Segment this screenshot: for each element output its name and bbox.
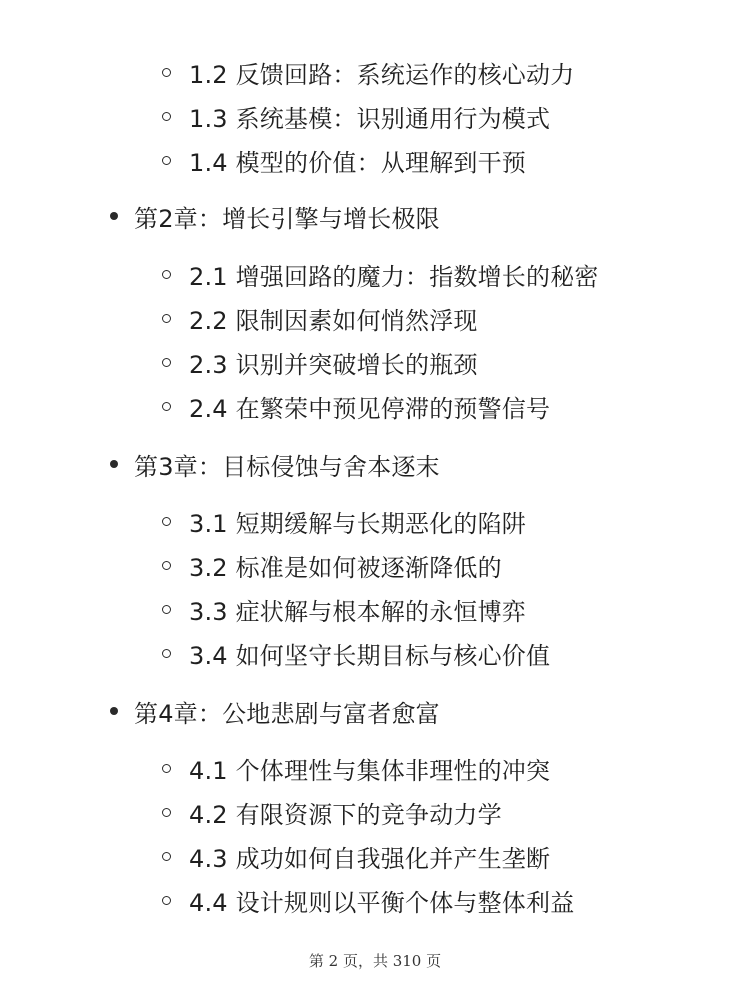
hollow-bullet-icon	[162, 649, 171, 658]
toc-chapter-item[interactable]	[110, 196, 440, 236]
toc-section-item[interactable]	[162, 836, 550, 876]
toc-section-item[interactable]	[162, 140, 526, 180]
section-label: 2.3 识别并突破增长的瓶颈	[189, 350, 478, 379]
hollow-bullet-icon	[162, 808, 171, 817]
section-label: 3.1 短期缓解与长期恶化的陷阱	[189, 509, 526, 538]
toc-section-item[interactable]	[162, 52, 574, 92]
toc-section-item[interactable]	[162, 342, 478, 382]
toc-section-item[interactable]	[162, 254, 599, 294]
hollow-bullet-icon	[162, 68, 171, 77]
section-label: 1.2 反馈回路：系统运作的核心动力	[189, 60, 575, 89]
hollow-bullet-icon	[162, 402, 171, 411]
toc-section-item[interactable]	[162, 792, 502, 832]
page-number-footer: 第 2 页，共 310 页	[308, 952, 442, 970]
section-label: 2.1 增强回路的魔力：指数增长的秘密	[189, 262, 599, 291]
hollow-bullet-icon	[162, 270, 171, 279]
hollow-bullet-icon	[162, 764, 171, 773]
toc-section-item[interactable]	[162, 880, 574, 920]
hollow-bullet-icon	[162, 561, 171, 570]
toc-section-item[interactable]	[162, 298, 478, 338]
hollow-bullet-icon	[162, 112, 171, 121]
chapter-title: 第2章：增长引擎与增长极限	[134, 204, 440, 233]
section-label: 4.4 设计规则以平衡个体与整体利益	[189, 888, 575, 917]
hollow-bullet-icon	[162, 896, 171, 905]
toc-section-item[interactable]	[162, 96, 550, 136]
section-label: 3.4 如何坚守长期目标与核心价值	[189, 641, 551, 670]
section-label: 4.1 个体理性与集体非理性的冲突	[189, 756, 551, 785]
filled-bullet-icon	[110, 460, 118, 468]
hollow-bullet-icon	[162, 156, 171, 165]
toc-section-item[interactable]	[162, 748, 550, 788]
filled-bullet-icon	[110, 707, 118, 715]
toc-section-item[interactable]	[162, 633, 550, 673]
section-label: 4.3 成功如何自我强化并产生垄断	[189, 844, 551, 873]
chapter-title: 第3章：目标侵蚀与舍本逐末	[134, 452, 440, 481]
section-label: 1.3 系统基模：识别通用行为模式	[189, 104, 551, 133]
section-label: 3.2 标准是如何被逐渐降低的	[189, 553, 502, 582]
hollow-bullet-icon	[162, 852, 171, 861]
section-label: 2.4 在繁荣中预见停滞的预警信号	[189, 394, 551, 423]
hollow-bullet-icon	[162, 358, 171, 367]
chapter-title: 第4章：公地悲剧与富者愈富	[134, 699, 440, 728]
section-label: 3.3 症状解与根本解的永恒博弈	[189, 597, 526, 626]
filled-bullet-icon	[110, 212, 118, 220]
toc-section-item[interactable]	[162, 589, 526, 629]
toc-chapter-item[interactable]	[110, 691, 440, 731]
toc-section-item[interactable]	[162, 501, 526, 541]
hollow-bullet-icon	[162, 314, 171, 323]
section-label: 4.2 有限资源下的竞争动力学	[189, 800, 502, 829]
toc-section-item[interactable]	[162, 545, 502, 585]
hollow-bullet-icon	[162, 517, 171, 526]
hollow-bullet-icon	[162, 605, 171, 614]
toc-chapter-item[interactable]	[110, 444, 440, 484]
toc-section-item[interactable]	[162, 386, 550, 426]
section-label: 1.4 模型的价值：从理解到干预	[189, 148, 526, 177]
section-label: 2.2 限制因素如何悄然浮现	[189, 306, 478, 335]
